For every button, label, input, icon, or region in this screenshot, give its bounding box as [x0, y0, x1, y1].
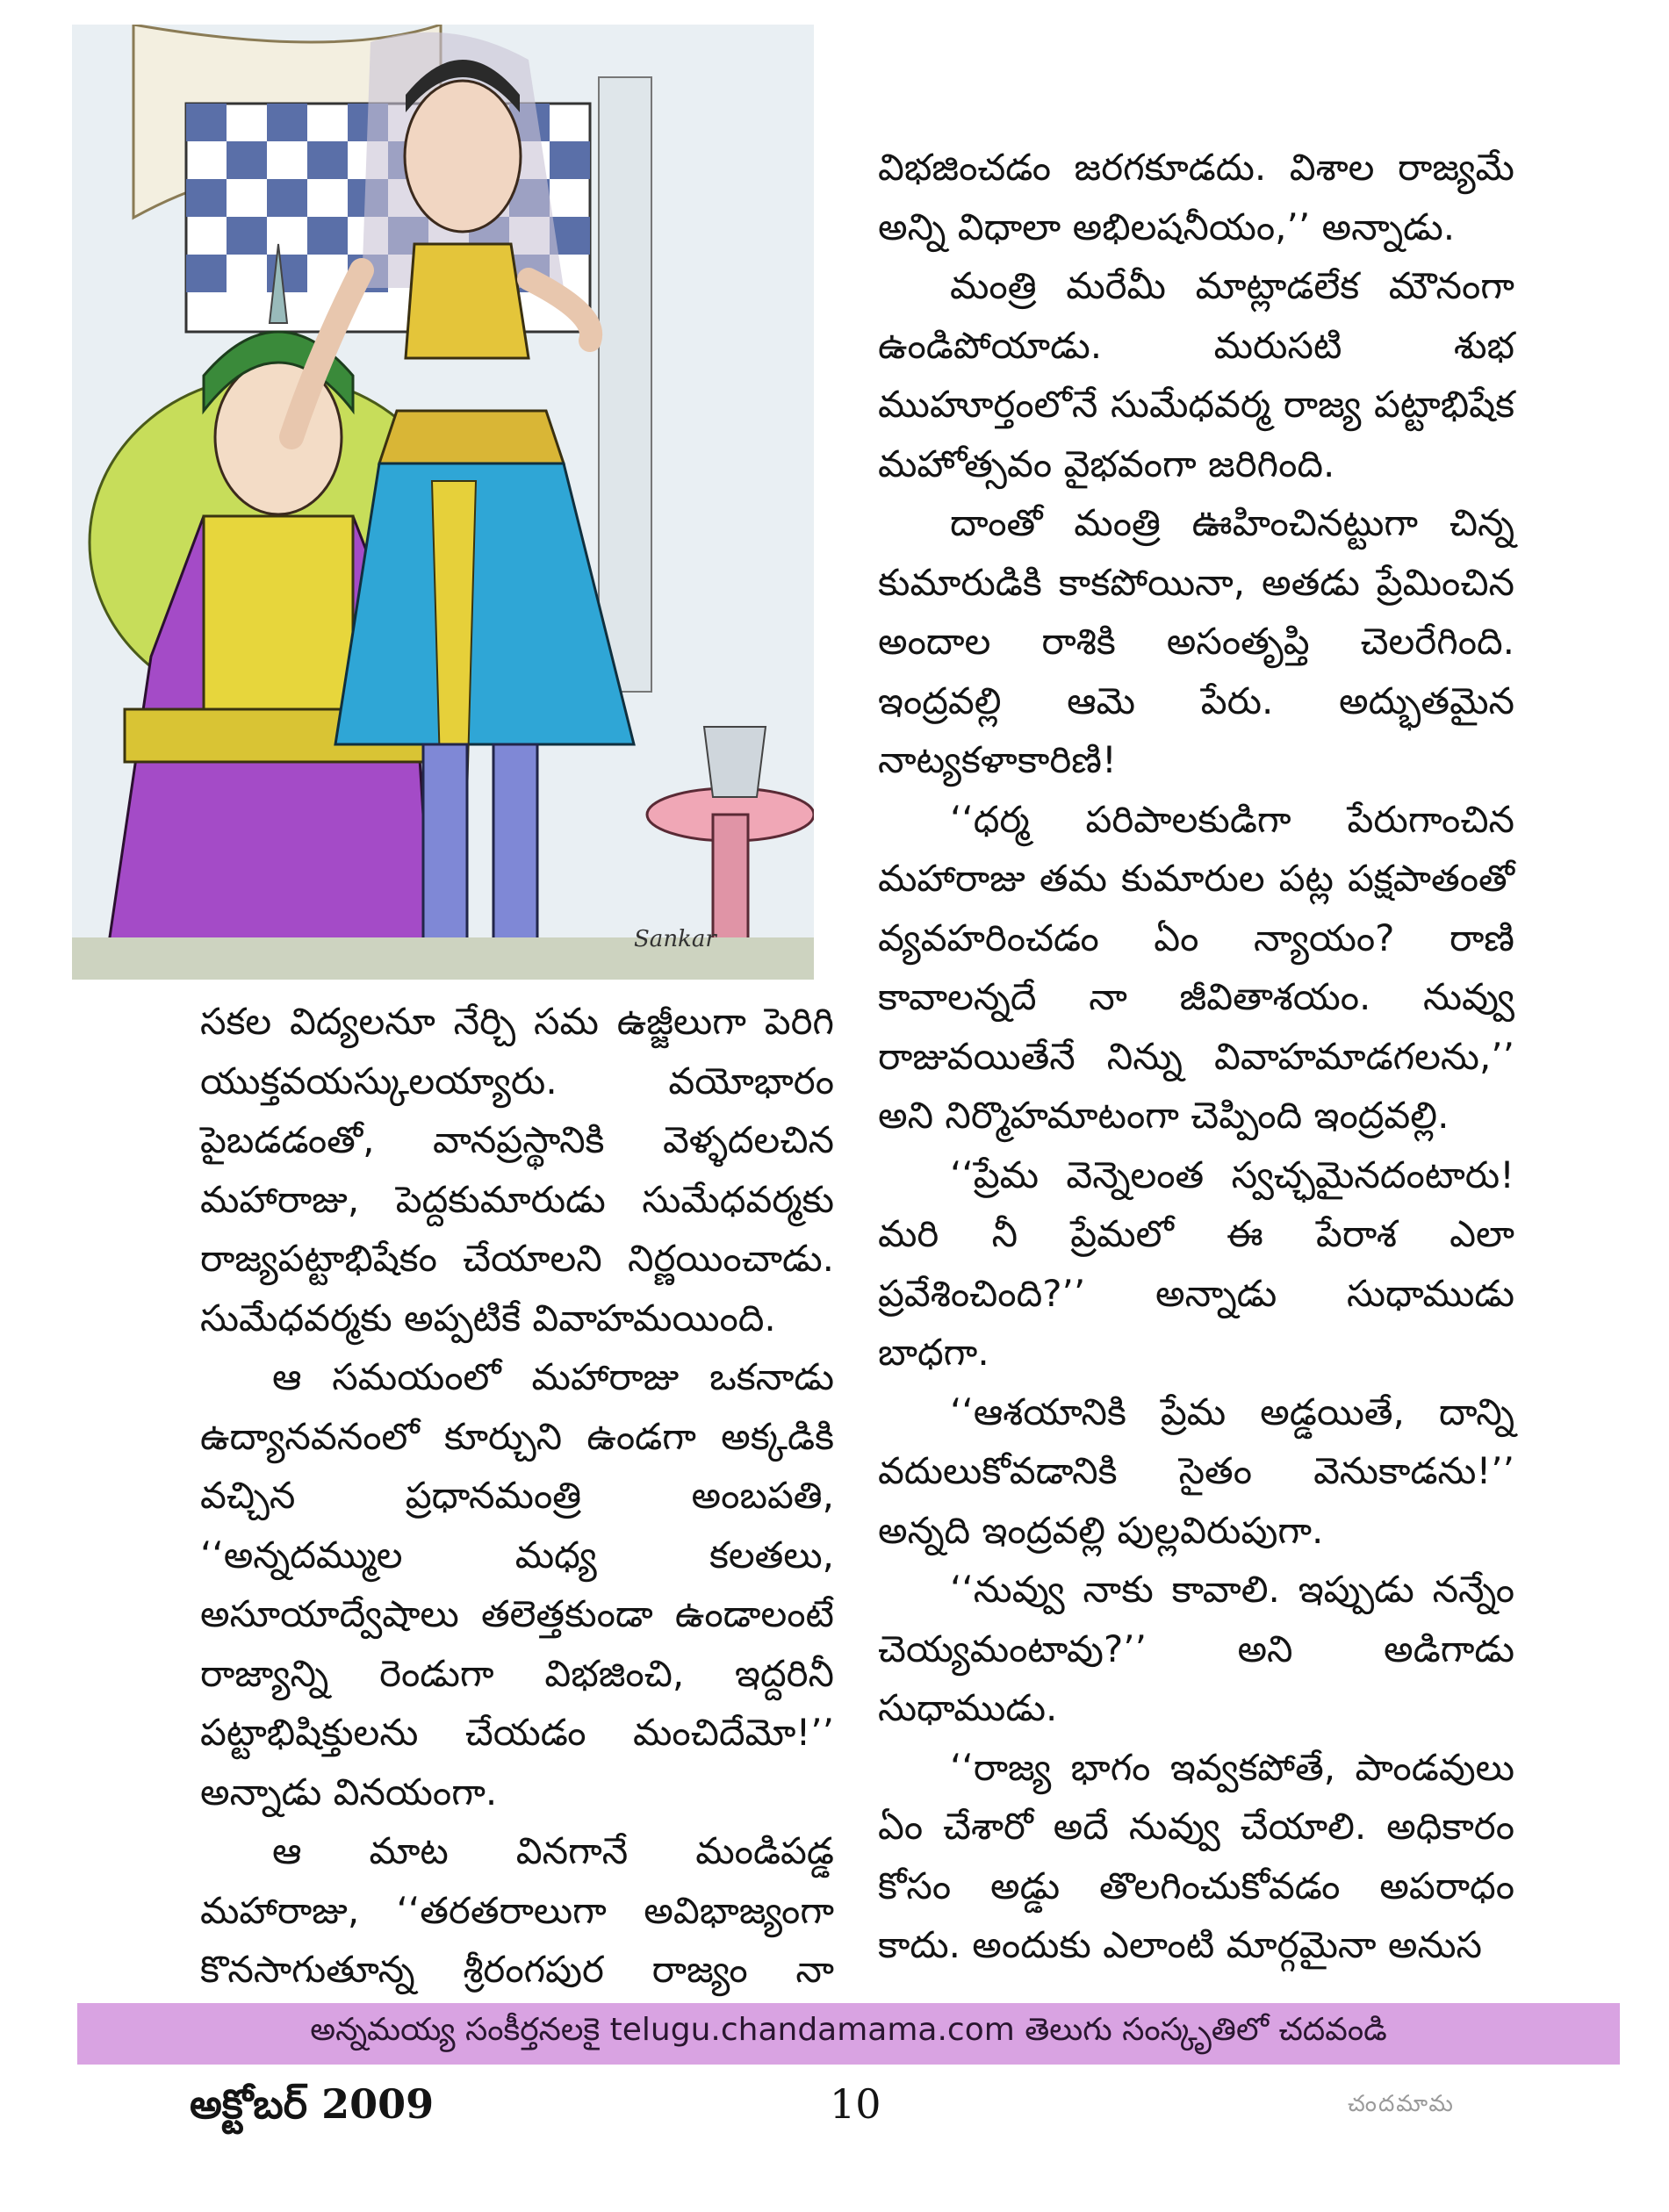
- paragraph: ‘‘ఆశయానికి ప్రేమ అడ్డయితే, దాన్ని వదులుకోవడానికి సైతం వెనుకాడను!’’ అన్నది ఇంద్రవల్లి పుల్లవిరుపుగా.: [878, 1390, 1514, 1552]
- left-text-column: [200, 992, 834, 2058]
- magazine-mark: చందమామ: [1348, 2091, 1455, 2117]
- right-text-column: [878, 138, 1514, 1975]
- paragraph: విభజించడం జరగకూడదు. విశాల రాజ్యమే అన్ని విధాలా అభిలషనీయం,’’ అన్నాడు.: [878, 146, 1514, 248]
- king-and-dancer-illustration: [72, 25, 814, 980]
- page-number: 10: [830, 2080, 881, 2128]
- paragraph: మంత్రి మరేమీ మాట్లాడలేక మౌనంగా ఉండిపోయాడు. మరుసటి శుభ ముహూర్తంలోనే సుమేధవర్మ రాజ్య పట్టాభిషేక మహోత్సవం వైభవంగా జరిగింది.: [878, 264, 1514, 485]
- paragraph: సకల విద్యలనూ నేర్చి సమ ఉజ్జీలుగా పెరిగి యుక్తవయస్కులయ్యారు. వయోభారం పైబడడంతో, వానప్రస్థానికి వెళ్ళదలచిన మహారాజు, పెద్దకుమారుడు సుమేధవర్మకు రాజ్యపట్టాభిషేకం చేయాలని నిర్ణయించాడు. సుమేధవర్మకు అప్పటికే వివాహమయింది.: [200, 1000, 834, 1339]
- story-illustration: [72, 25, 814, 980]
- paragraph: ‘‘ప్రేమ వెన్నెలంత స్వచ్ఛమైనదంటారు! మరి నీ ప్రేమలో ఈ పేరాశ ఎలా ప్రవేశించింది?’’ అన్నాడు సుధాముడు బాధగా.: [878, 1153, 1514, 1374]
- promo-banner-text: అన్నమయ్య సంకీర్తనలకై telugu.chandamama.com తెలుగు సంస్కృతిలో చదవండి: [310, 2012, 1387, 2048]
- promo-banner: [77, 2003, 1620, 2065]
- paragraph: ‘‘ధర్మ పరిపాలకుడిగా పేరుగాంచిన మహారాజు తమ కుమారుల పట్ల పక్షపాతంతో వ్యవహరించడం ఏం న్యాయం? రాణి కావాలన్నదే నా జీవితాశయం. నువ్వు రాజువయితేనే నిన్ను వివాహమాడగలను,’’ అని నిర్మొహమాటంగా చెప్పింది ఇంద్రవల్లి.: [878, 797, 1514, 1137]
- paragraph: దాంతో మంత్రి ఊహించినట్టుగా చిన్న కుమారుడికి కాకపోయినా, అతడు ప్రేమించిన అందాల రాశికి అసంతృప్తి చెలరేగింది. ఇంద్రవల్లి ఆమె పేరు. అద్భుతమైన నాట్యకళాకారిణి!: [878, 501, 1514, 781]
- paragraph: ‘‘నువ్వు నాకు కావాలి. ఇప్పుడు నన్నేం చెయ్యమంటావు?’’ అని అడిగాడు సుధాముడు.: [878, 1568, 1514, 1729]
- paragraph: ‘‘రాజ్య భాగం ఇవ్వకపోతే, పాండవులు ఏం చేశారో అదే నువ్వు చేయాలి. అధికారం కోసం అడ్డు తొలగించుకోవడం అపరాధం కాదు. అందుకు ఎలాంటి మార్గమైనా అనుస: [878, 1745, 1514, 1966]
- artist-signature: Sankar: [634, 926, 716, 952]
- paragraph: ఆ సమయంలో మహారాజు ఒకనాడు ఉద్యానవనంలో కూర్చుని ఉండగా అక్కడికి వచ్చిన ప్రధానమంత్రి అంబపతి, ‘‘అన్నదమ్ముల మధ్య కలతలు, అసూయాద్వేషాలు తలెత్తకుండా ఉండాలంటే రాజ్యాన్ని రెండుగా విభజించి, ఇద్దరినీ పట్టాభిషిక్తులను చేయడం మంచిదేమో!’’ అన్నాడు వినయంగా.: [200, 1355, 834, 1813]
- issue-date: అక్టోబర్ 2009: [190, 2080, 435, 2128]
- paragraph: ఆ మాట వినగానే మండిపడ్డ మహారాజు, ‘‘తరతరాలుగా అవిభాజ్యంగా కొనసాగుతూన్న శ్రీరంగపుర రాజ్యం నా: [200, 1829, 834, 1991]
